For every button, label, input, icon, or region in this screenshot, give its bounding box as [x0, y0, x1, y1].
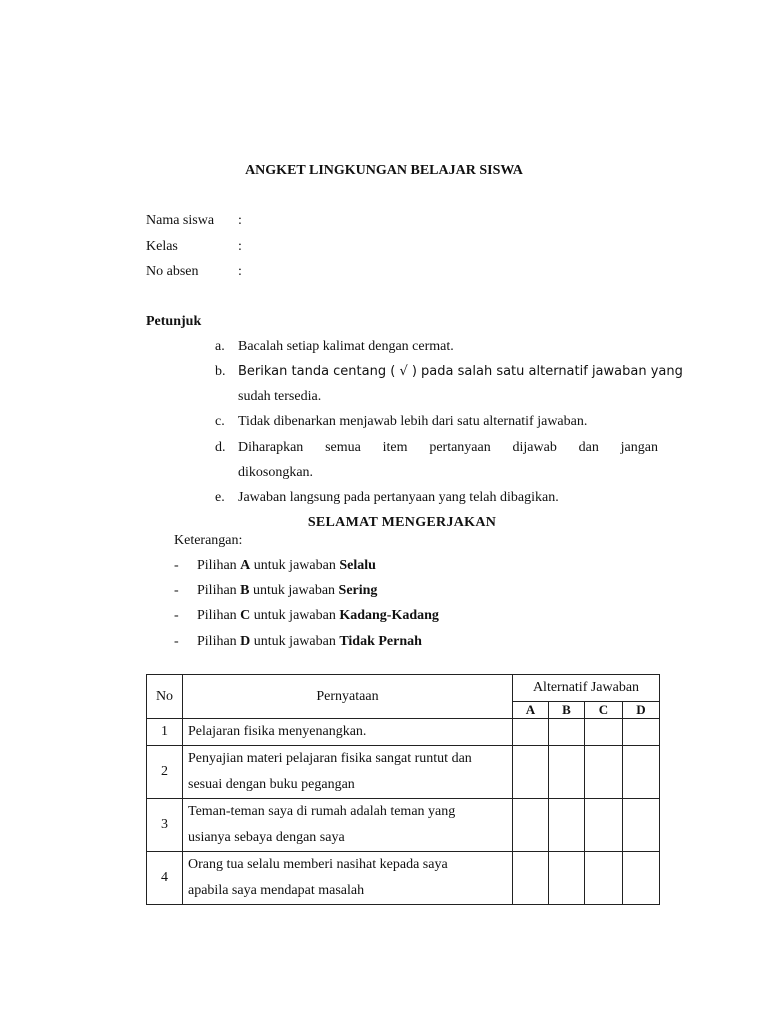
- statement-cell: Orang tua selalu memberi nasihat kepada saya apabila saya mendapat masalah: [183, 852, 513, 905]
- legend-item: Pilihan B untuk jawaban Sering: [197, 583, 378, 598]
- instruction-text: [238, 440, 658, 456]
- word: dijawab: [512, 440, 557, 455]
- answer-cell-c[interactable]: [585, 746, 623, 799]
- word: semua: [325, 440, 361, 455]
- row-number: 4: [147, 852, 183, 905]
- answer-cell-d[interactable]: [623, 719, 660, 746]
- statement-cell: Pelajaran fisika menyenangkan.: [183, 719, 513, 746]
- statement-cell: Penyajian materi pelajaran fisika sangat runtut dan sesuai dengan buku pegangan: [183, 746, 513, 799]
- answer-cell-d[interactable]: [623, 852, 660, 905]
- absence-number-label: No absen: [146, 264, 199, 279]
- legend-item: Pilihan C untuk jawaban Kadang-Kadang: [197, 608, 439, 623]
- word: item: [382, 440, 408, 455]
- legend-item: Pilihan D untuk jawaban Tidak Pernah: [197, 634, 422, 649]
- column-header-statement: Pernyataan: [183, 675, 513, 719]
- row-number: 1: [147, 719, 183, 746]
- legend-dash: -: [174, 608, 179, 623]
- word: pertanyaan: [429, 440, 491, 455]
- instruction-letter: e.: [215, 490, 225, 505]
- statement-cell: Teman-teman saya di rumah adalah teman yang usianya sebaya dengan saya: [183, 799, 513, 852]
- class-label: Kelas: [146, 239, 178, 254]
- word: dan: [578, 440, 599, 455]
- instructions-heading: Petunjuk: [146, 314, 202, 329]
- class-colon: :: [238, 239, 242, 254]
- instruction-text: Tidak dibenarkan menjawab lebih dari satu alternatif jawaban.: [238, 414, 588, 429]
- answer-cell-b[interactable]: [549, 852, 585, 905]
- table-row: [147, 799, 660, 852]
- answer-cell-a[interactable]: [513, 719, 549, 746]
- answer-header-b: B: [549, 702, 585, 719]
- answer-header-c: C: [585, 702, 623, 719]
- instruction-text: Jawaban langsung pada pertanyaan yang telah dibagikan.: [238, 490, 559, 505]
- row-number: 3: [147, 799, 183, 852]
- answer-cell-a[interactable]: [513, 799, 549, 852]
- table-row: [147, 746, 660, 799]
- name-colon: :: [238, 213, 242, 228]
- legend-dash: -: [174, 583, 179, 598]
- instruction-letter: c.: [215, 414, 225, 429]
- page-title: ANGKET LINGKUNGAN BELAJAR SISWA: [245, 163, 523, 178]
- instruction-text-continued: dikosongkan.: [238, 465, 314, 480]
- closing-text: SELAMAT MENGERJAKAN: [307, 515, 497, 530]
- answer-header-d: D: [623, 702, 660, 719]
- answer-cell-b[interactable]: [549, 746, 585, 799]
- instruction-text: Berikan tanda centang ( √ ) pada salah satu alternatif jawaban yang: [238, 364, 683, 379]
- answer-cell-b[interactable]: [549, 799, 585, 852]
- legend-item: Pilihan A untuk jawaban Selalu: [197, 558, 376, 573]
- answer-cell-c[interactable]: [585, 799, 623, 852]
- answer-cell-a[interactable]: [513, 746, 549, 799]
- answer-header-a: A: [513, 702, 549, 719]
- answer-cell-a[interactable]: [513, 852, 549, 905]
- column-header-answers: Alternatif Jawaban: [513, 675, 660, 702]
- name-label: Nama siswa: [146, 213, 215, 228]
- row-number: 2: [147, 746, 183, 799]
- absence-number-colon: :: [238, 264, 242, 279]
- instruction-letter: a.: [215, 339, 225, 354]
- table-row: [147, 852, 660, 905]
- legend-heading: Keterangan:: [174, 533, 243, 548]
- answer-cell-d[interactable]: [623, 799, 660, 852]
- legend-dash: -: [174, 558, 179, 573]
- answer-cell-b[interactable]: [549, 719, 585, 746]
- questionnaire-table: [146, 674, 660, 905]
- word: jangan: [620, 440, 658, 455]
- legend-dash: -: [174, 634, 179, 649]
- answer-cell-d[interactable]: [623, 746, 660, 799]
- column-header-no: No: [147, 675, 183, 719]
- answer-cell-c[interactable]: [585, 852, 623, 905]
- instruction-text: Bacalah setiap kalimat dengan cermat.: [238, 339, 454, 354]
- instruction-letter: b.: [215, 364, 226, 379]
- instruction-letter: d.: [215, 440, 226, 455]
- answer-cell-c[interactable]: [585, 719, 623, 746]
- word: Diharapkan: [238, 440, 304, 455]
- table-row: [147, 719, 660, 746]
- instruction-text-continued: sudah tersedia.: [238, 389, 322, 404]
